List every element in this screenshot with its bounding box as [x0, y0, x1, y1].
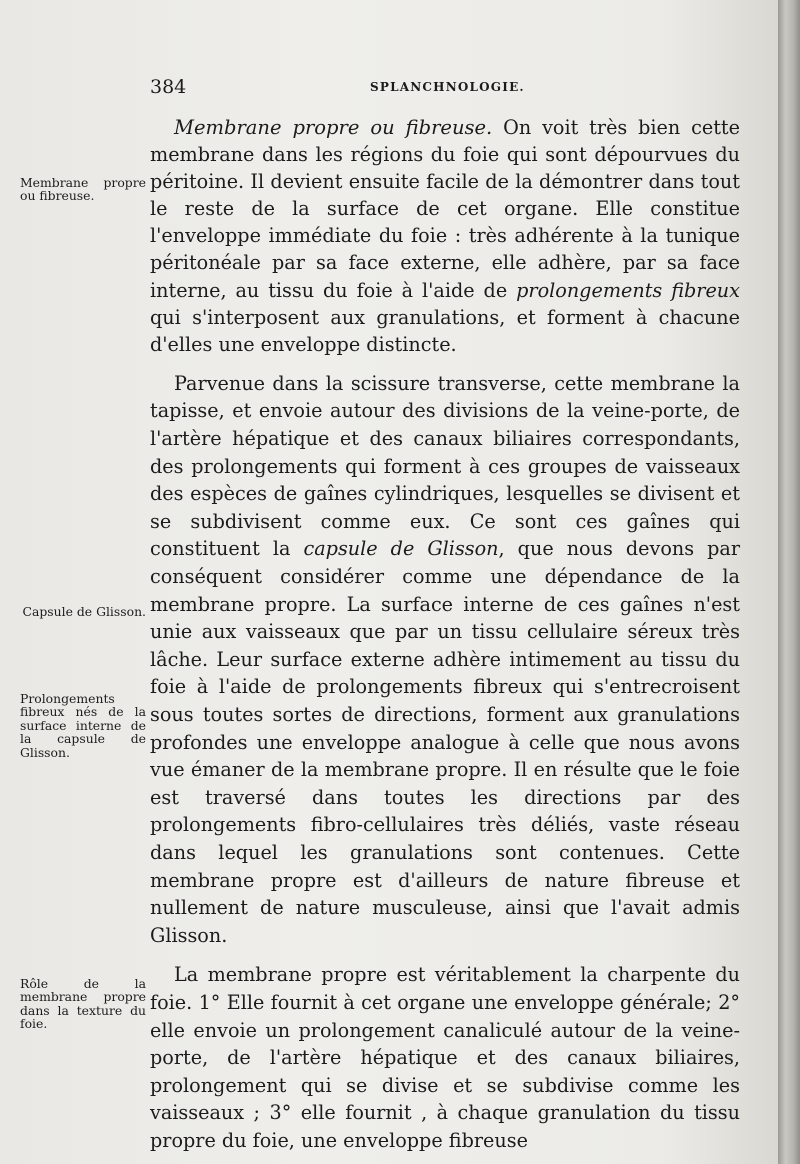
section-lead-title: Membrane propre ou fibreuse. — [174, 116, 493, 139]
margin-note-prolongements-fibreux: Prolongements fibreux nés de la surface interne de la capsule de Glisson. — [20, 691, 146, 760]
margin-note-membrane-propre: Membrane propre ou fibreuse. — [20, 175, 146, 204]
body-text — [150, 114, 740, 1154]
paragraph-capsule-glisson — [150, 370, 740, 949]
page-header — [150, 76, 740, 100]
paragraph-text: La membrane propre est véritablement la charpente du foie. 1° Elle fournit à cet organe une enveloppe générale; 2° elle envoie un prolongement canaliculé autour de la veine-porte, de l'artère hépatique et des canaux biliaires, prolongement qui se divise et se subdivise comme les vaisseaux ; 3° elle fournit , à chaque granulation du tissu propre du foie, une enveloppe fibreuse — [150, 963, 740, 1152]
paragraph-text: On voit très bien cette membrane dans les régions du foie qui sont dépourvues du péritoine. Il devient ensuite facile de la démontrer dans tout le reste de la surface de cet organe. Elle constitue l'enveloppe immédiate du foie : très adhérente à la tunique péritonéale par sa face externe, elle adhère, par sa face interne, au tissu du foie à l'aide de — [150, 116, 741, 302]
paragraph-charpente-foie — [150, 961, 740, 1154]
emphasis-prolongements-fibreux: prolongements fibreux — [516, 278, 740, 302]
page-number: 384 — [150, 76, 187, 98]
running-head: SPLANCHNOLOGIE. — [370, 80, 525, 94]
paragraph-text: , que nous devons par conséquent considérer comme une dépendance de la membrane propre. La surface interne de ces gaînes n'est unie aux vaisseaux que par un tissu cellulaire séreux très lâche. Leur surface externe adhère intimement au tissu du foie à l'aide de prolongements fibreux qui s'entrecroisent sous toutes sortes de directions, forment aux granulations profondes une enveloppe analogue à celle que nous avons vue émaner de la membrane propre. Il en résulte que le foie est traversé dans toutes les directions par des prolongements fibro-cellulaires très déliés, vaste réseau dans lequel les granulations sont contenues. Cette membrane propre est d'ailleurs de nature fibreuse et nullement de nature musculeuse, ainsi que l'avait admis Glisson. — [150, 537, 740, 947]
margin-note-role-membrane: Rôle de la membrane propre dans la texture du foie. — [20, 976, 146, 1032]
paragraph-membrane-propre — [150, 114, 740, 358]
paragraph-text: qui s'interposent aux granulations, et forment à chacune d'elles une enveloppe distincte. — [150, 305, 740, 356]
page-edge-shadow — [778, 0, 800, 1164]
paragraph-text: Parvenue dans la scissure transverse, cette membrane la tapisse, et envoie autour des divisions de la veine-porte, de l'artère hépatique et des canaux biliaires correspondants, des prolongements qui forment à ces groupes de vaisseaux des espèces de gaînes cylindriques, lesquelles se divisent et se subdivisent comme eux. Ce sont ces gaînes qui constituent la — [150, 371, 740, 561]
emphasis-capsule-glisson: capsule de Glisson — [303, 537, 499, 561]
margin-note-capsule-glisson: Capsule de Glisson. — [22, 604, 146, 619]
